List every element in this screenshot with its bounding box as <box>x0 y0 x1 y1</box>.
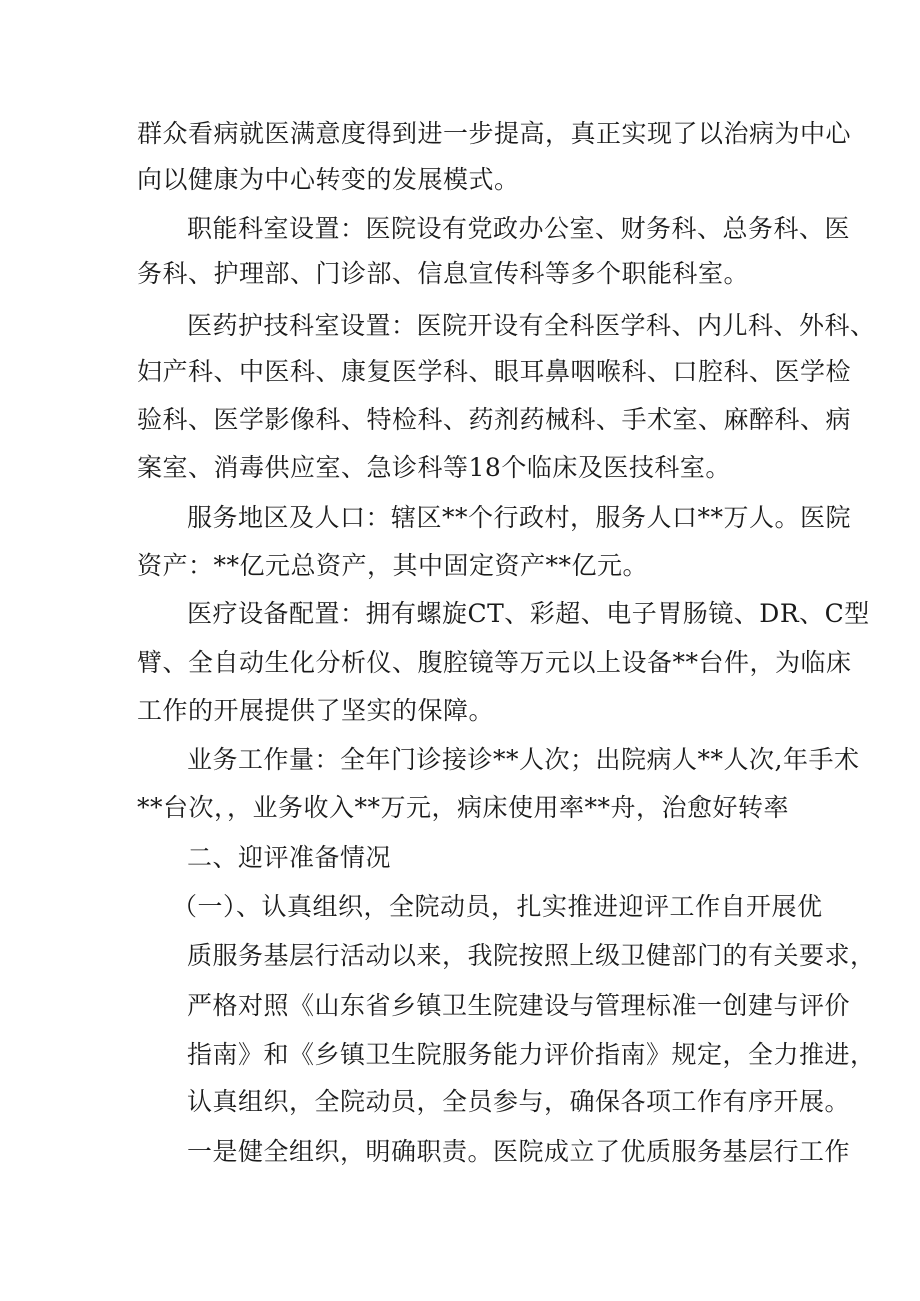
text-line: 认真组织，全院动员，全员参与，确保各项工作有序开展。 <box>187 1087 851 1116</box>
text-line: 工作的开展提供了坚实的保障。 <box>137 696 495 725</box>
text-line: 医药护技科室设置：医院开设有全科医学科、内儿科、外科、 <box>187 311 876 340</box>
text-line: 验科、医学影像科、特检科、药剂药械科、手术室、麻醉科、病 <box>137 405 852 434</box>
text-line: 指南》和《乡镇卫生院服务能力评价指南》规定，全力推进， <box>187 1040 876 1069</box>
text-line: （一）、认真组织，全院动员，扎实推进迎评工作自开展优 <box>172 892 823 921</box>
text-line: 服务地区及人口：辖区**个行政村，服务人口**万人。医院 <box>187 503 852 532</box>
text-line: 向以健康为中心转变的发展模式。 <box>137 165 520 194</box>
text-line: 业务工作量：全年门诊接诊**人次；出院病人**人次,年手术 <box>187 745 860 774</box>
text-line: **台次，，业务收入**万元，病床使用率**舟，治愈好转率 <box>137 793 790 822</box>
text-line: 务科、护理部、门诊部、信息宣传科等多个职能科室。 <box>137 259 750 288</box>
text-line: 妇产科、中医科、康复医学科、眼耳鼻咽喉科、口腔科、医学检 <box>137 357 852 386</box>
text-line: 臂、全自动生化分析仪、腹腔镜等万元以上设备**台件，为临床 <box>137 648 852 677</box>
text-line: 案室、消毒供应室、急诊科等18个临床及医技科室。 <box>137 453 731 482</box>
text-line: 医疗设备配置：拥有螺旋CT、彩超、电子胃肠镜、DR、C型 <box>187 599 870 628</box>
text-line: 质服务基层行活动以来，我院按照上级卫健部门的有关要求， <box>187 941 876 970</box>
text-line: 群众看病就医满意度得到进一步提高，真正实现了以治病为中心 <box>137 119 852 148</box>
text-line: 职能科室设置：医院设有党政办公室、财务科、总务科、医 <box>187 214 851 243</box>
text-line: 资产：**亿元总资产，其中固定资产**亿元。 <box>137 551 649 580</box>
text-line: 一是健全组织，明确职责。医院成立了优质服务基层行工作 <box>187 1137 851 1166</box>
section-heading: 二、迎评准备情况 <box>187 843 392 872</box>
text-line: 严格对照《山东省乡镇卫生院建设与管理标准一创建与评价 <box>187 991 851 1020</box>
